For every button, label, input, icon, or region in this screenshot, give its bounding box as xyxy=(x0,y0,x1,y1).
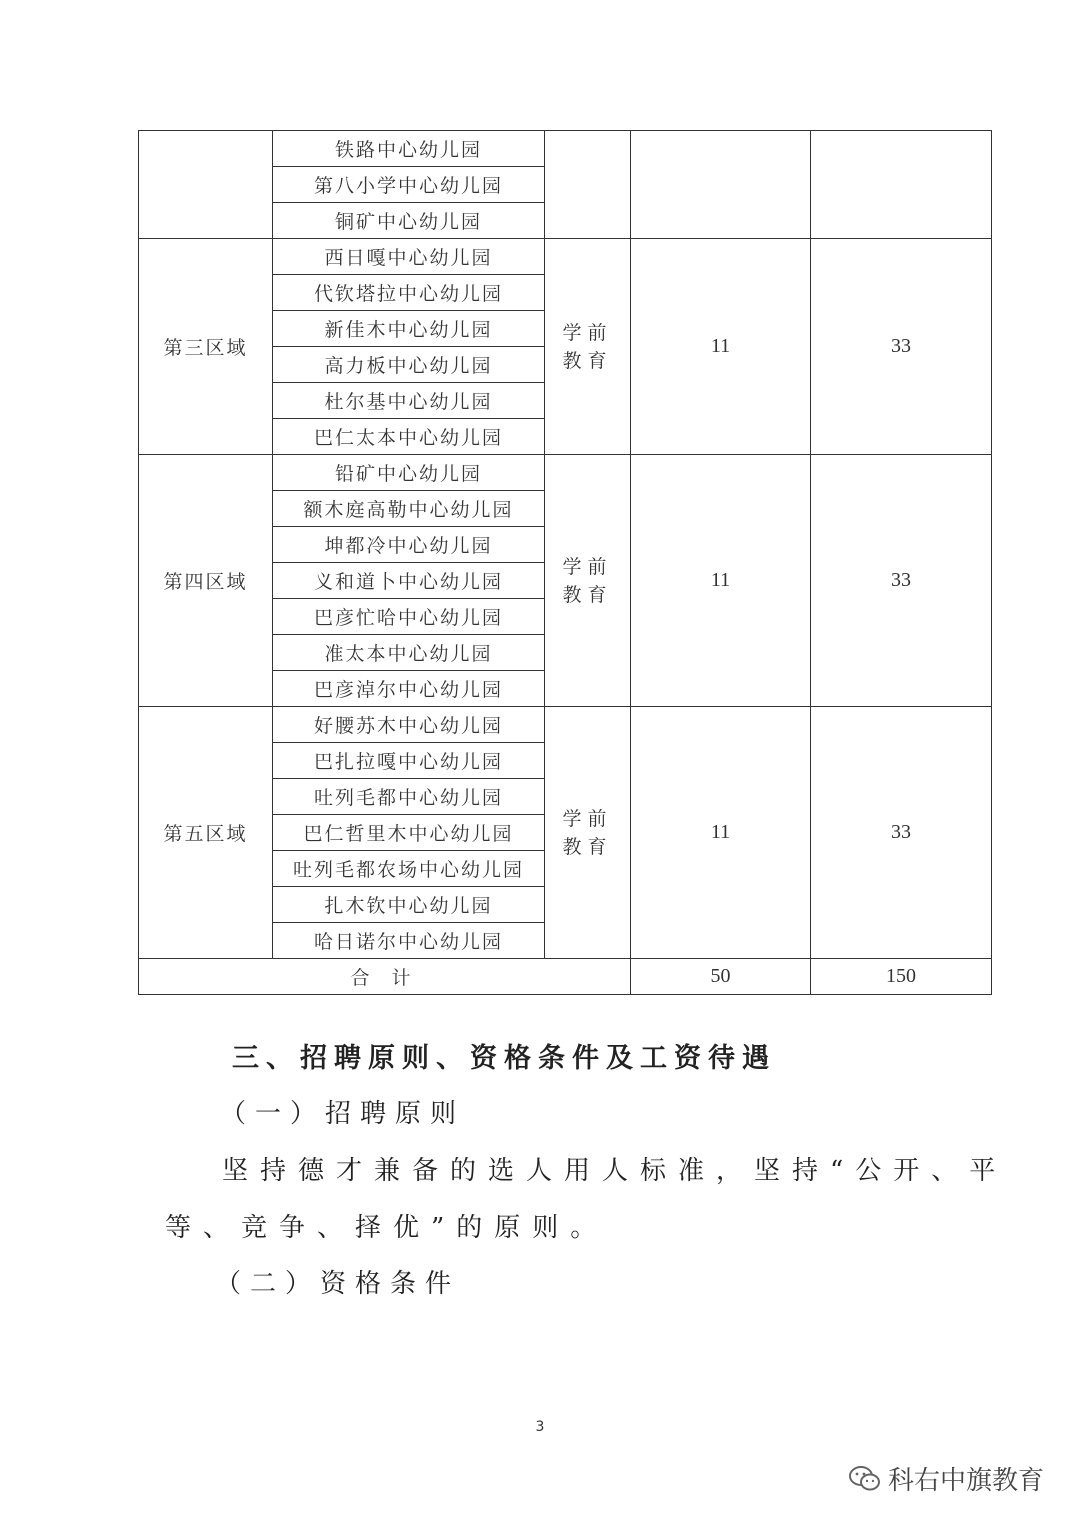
school-cell: 巴仁哲里木中心幼儿园 xyxy=(273,815,545,851)
school-cell: 铅矿中心幼儿园 xyxy=(273,455,545,491)
count1-cell: 11 xyxy=(631,239,811,455)
table-row xyxy=(139,455,992,491)
school-cell: 杜尔基中心幼儿园 xyxy=(273,383,545,419)
table-row xyxy=(139,239,992,275)
count1-cell: 11 xyxy=(631,455,811,707)
school-cell: 第八小学中心幼儿园 xyxy=(273,167,545,203)
school-cell: 哈日诺尔中心幼儿园 xyxy=(273,923,545,959)
paragraph-line-2: 等、竞争、择优”的原则。 xyxy=(165,1213,609,1243)
school-cell: 巴彦淖尔中心幼儿园 xyxy=(273,671,545,707)
wechat-icon xyxy=(848,1464,882,1494)
school-cell: 巴仁太本中心幼儿园 xyxy=(273,419,545,455)
school-cell: 坤都冷中心幼儿园 xyxy=(273,527,545,563)
count2-cell: 33 xyxy=(811,707,992,959)
school-cell: 代钦塔拉中心幼儿园 xyxy=(273,275,545,311)
subheading-qualifications: （二）资格条件 xyxy=(215,1269,461,1299)
paragraph-line-1: 坚持德才兼备的选人用人标准，坚持“公开、平 xyxy=(222,1156,1008,1186)
school-cell: 扎木钦中心幼儿园 xyxy=(273,887,545,923)
count2-cell: 33 xyxy=(811,455,992,707)
category-cell xyxy=(545,131,631,239)
region-cell: 第三区域 xyxy=(139,239,273,455)
subheading-principles: （一）招聘原则 xyxy=(220,1099,466,1129)
total-row xyxy=(139,959,992,995)
page-number: 3 xyxy=(535,1419,545,1435)
category-cell: 学前 教育 xyxy=(545,239,631,455)
school-cell: 铜矿中心幼儿园 xyxy=(273,203,545,239)
watermark-text: 科右中旗教育 xyxy=(887,1466,1044,1496)
count1-cell xyxy=(631,131,811,239)
school-cell: 铁路中心幼儿园 xyxy=(273,131,545,167)
total-count2: 150 xyxy=(811,959,992,995)
table-row xyxy=(139,131,992,167)
school-cell: 西日嘎中心幼儿园 xyxy=(273,239,545,275)
school-cell: 吐列毛都中心幼儿园 xyxy=(273,779,545,815)
table-row xyxy=(139,707,992,743)
school-cell: 巴彦忙哈中心幼儿园 xyxy=(273,599,545,635)
school-cell: 高力板中心幼儿园 xyxy=(273,347,545,383)
region-cell: 第五区域 xyxy=(139,707,273,959)
school-cell: 额木庭高勒中心幼儿园 xyxy=(273,491,545,527)
count2-cell xyxy=(811,131,992,239)
count2-cell: 33 xyxy=(811,239,992,455)
school-cell: 准太本中心幼儿园 xyxy=(273,635,545,671)
total-label: 合 计 xyxy=(139,959,631,995)
school-cell: 吐列毛都农场中心幼儿园 xyxy=(273,851,545,887)
region-cell: 第四区域 xyxy=(139,455,273,707)
watermark xyxy=(848,1460,1044,1497)
school-cell: 新佳木中心幼儿园 xyxy=(273,311,545,347)
region-cell xyxy=(139,131,273,239)
category-cell: 学前 教育 xyxy=(545,455,631,707)
section-heading: 三、招聘原则、资格条件及工资待遇 xyxy=(232,1043,776,1074)
recruitment-table xyxy=(138,130,992,995)
school-cell: 好腰苏木中心幼儿园 xyxy=(273,707,545,743)
school-cell: 义和道卜中心幼儿园 xyxy=(273,563,545,599)
count1-cell: 11 xyxy=(631,707,811,959)
category-cell: 学前 教育 xyxy=(545,707,631,959)
school-cell: 巴扎拉嘎中心幼儿园 xyxy=(273,743,545,779)
total-count1: 50 xyxy=(631,959,811,995)
